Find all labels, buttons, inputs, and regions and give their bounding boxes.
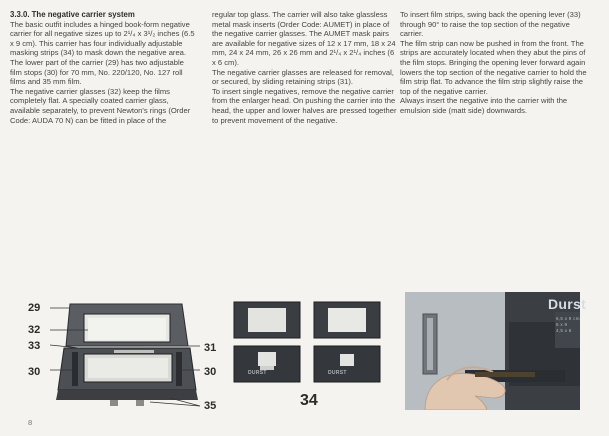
scale-mark-1: 6,5 x 9 cm [556,316,580,321]
scale-mark-3: 4,5 x 6 [556,328,572,333]
scale-mark-2: 6 x 9 [556,322,568,327]
col2-paragraph-2: The negative carrier glasses are released for removal, or secured, by sliding retaining strips (31). [212,67,394,87]
callout-32: 32 [28,324,41,336]
mask-label-right: DURST [328,370,347,376]
negative-carrier-drawing [50,300,210,410]
callout-30-right: 30 [204,366,217,378]
col3-paragraph-2: The film strip can now be pushed in from the front. The strips are accurately located when they abut the pins of the film stops. Bringing the opening lever forward again lowers the top section of the negative carrier to hold the film strip flat. To advance the film strip slightly raise the top of the negative carrier. [400,38,587,96]
col2-paragraph-1: regular top glass. The carrier will also take glassless metal mask inserts (Order Code: AUMET) in place of the negative carrier glasses. The AUMET mask pairs are available for negative sizes of 12 x 17 mm, 18 x 24 mm, 24 x 24 mm, 26 x 26 mm and 2¹/₄ x 2¹/₄ inches (6 x 6 cm). [212,10,396,67]
text-column-1 [10,10,196,125]
mask-label-left: DURST [248,370,267,376]
page-number: 8 [28,418,33,427]
col1-paragraph-2: The negative carrier glasses (32) keep the films completely flat. A specially coated carrier glass, available separately, to prevent Newton's rings (Order Code: AUDA 70 N) can be fitted in place of the [10,86,191,125]
col3-paragraph-1: To insert film strips, swing back the opening lever (33) through 90° to raise the top section of the negative carrier. [400,10,581,39]
mask-inserts-drawing [228,300,388,390]
figure-label-34: 34 [300,392,318,409]
col3-paragraph-3: Always insert the negative into the carrier with the emulsion side (matt side) downwards. [400,96,568,115]
callout-31: 31 [204,342,217,354]
callout-30-left: 30 [28,366,41,378]
callout-33: 33 [28,340,41,352]
text-column-2 [212,10,398,125]
figure-negative-carrier [50,300,210,410]
section-heading: 3.3.0. The negative carrier system [10,10,135,19]
col2-paragraph-3: To insert single negatives, remove the negative carrier from the enlarger head. On pushing the carrier into the head, the upper and lower halves are pressed together to prevent movement of the negative. [212,86,397,125]
text-column-3 [400,10,590,116]
durst-brand-logo: Durst [548,296,587,312]
col1-paragraph-1: The basic outfit includes a hinged book-form negative carrier for all negative sizes up to 2¹/₄ x 3¹/₂ inches (6.5 x 9 cm). This carrier has four individually adjustable masking strips (34) to mask down the negative area. The lower part of the carrier (29) has two adjustable film stops (30) for 70 mm, No. 220/120, No. 127 roll films and 35 mm film. [10,19,195,87]
callout-35: 35 [204,400,217,412]
callout-29: 29 [28,302,41,314]
